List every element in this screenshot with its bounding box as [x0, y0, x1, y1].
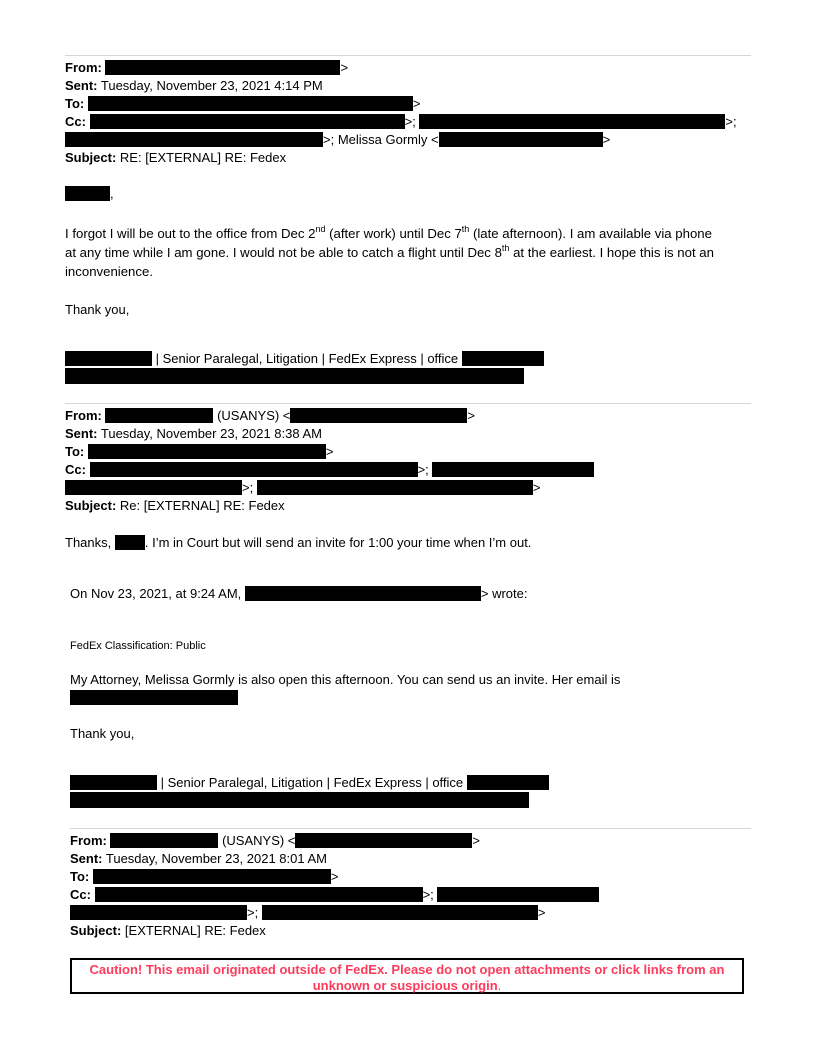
cc-separator: >; — [242, 480, 254, 495]
to-suffix: > — [325, 444, 334, 459]
body-text: at the earliest. I hope this is not an — [509, 245, 714, 260]
redaction — [295, 833, 472, 848]
quote-text: > wrote: — [480, 586, 528, 601]
subject-label: Subject: — [65, 498, 117, 513]
cc-line-2 — [65, 480, 540, 496]
subject-label: Subject: — [65, 150, 117, 165]
redaction — [65, 351, 152, 366]
subject-line — [70, 923, 266, 939]
from-line — [70, 833, 480, 849]
signature — [65, 351, 544, 367]
body-text: (after work) until Dec 7 — [325, 226, 462, 241]
to-label: To: — [65, 444, 85, 459]
subject-label: Subject: — [70, 923, 122, 938]
caution-text: unknown or suspicious origin — [312, 978, 498, 993]
signature-text: | Senior Paralegal, Litigation | FedEx Express | office — [152, 351, 462, 366]
reply-text: . I’m in Court but will send an invite for 1:00 your time when I’m out. — [144, 535, 532, 550]
cc-separator: >; — [404, 114, 416, 129]
caution-period: . — [497, 978, 502, 993]
to-line — [65, 444, 333, 460]
redaction — [70, 690, 238, 705]
sent-label: Sent: — [65, 426, 98, 441]
to-suffix: > — [412, 96, 421, 111]
quote-header — [70, 586, 528, 602]
sent-label: Sent: — [65, 78, 98, 93]
quoted-email-line — [70, 690, 238, 706]
superscript: th — [461, 224, 470, 234]
caution-line-1: Caution! This email originated outside of FedEx. Please do not open attachments or click links from an — [89, 962, 725, 977]
redaction — [290, 408, 467, 423]
signature-line-2 — [70, 792, 529, 808]
redaction — [90, 114, 405, 129]
redaction — [90, 462, 418, 477]
redaction — [462, 351, 544, 366]
from-suffix: > — [472, 833, 480, 848]
subject-line — [65, 498, 285, 514]
subject-line — [65, 150, 286, 166]
redaction — [65, 186, 110, 201]
redaction — [115, 535, 145, 550]
redaction — [245, 586, 481, 601]
cc-label: Cc: — [65, 114, 86, 129]
classification-label: FedEx Classification: Public — [70, 640, 206, 652]
redaction — [65, 132, 323, 147]
sent-line — [65, 78, 323, 94]
from-label: From: — [65, 60, 102, 75]
cc-line-2 — [65, 132, 610, 148]
sent-line — [65, 426, 322, 442]
redaction — [70, 792, 529, 808]
sent-value: Tuesday, November 23, 2021 8:01 AM — [102, 851, 328, 866]
quoted-body: My Attorney, Melissa Gormly is also open this afternoon. You can send us an invite. Her email is — [70, 672, 621, 687]
redaction — [419, 114, 725, 129]
to-label: To: — [65, 96, 85, 111]
cc-line-2 — [70, 905, 545, 921]
quote-text: On Nov 23, 2021, at 9:24 AM, — [70, 586, 245, 601]
redaction — [437, 887, 599, 902]
superscript: nd — [315, 224, 326, 234]
redaction — [93, 869, 331, 884]
separator-line — [65, 55, 751, 56]
cc-separator: >; — [247, 905, 259, 920]
reply-line — [65, 535, 531, 551]
cc-line — [70, 887, 599, 903]
cc-suffix: > — [537, 905, 546, 920]
body-text: at any time while I am gone. I would not be able to catch a flight until Dec 8 — [65, 245, 502, 260]
cc-separator: >; — [725, 114, 737, 129]
signature-line-2 — [65, 368, 524, 384]
cc-separator: >; — [422, 887, 434, 902]
from-suffix: > — [467, 408, 475, 423]
separator-line — [70, 828, 751, 829]
greeting — [65, 186, 114, 202]
body-line: inconvenience. — [65, 264, 153, 279]
redaction — [65, 368, 524, 384]
redaction — [262, 905, 538, 920]
body-line — [65, 243, 755, 262]
redaction — [110, 833, 218, 848]
message-body — [65, 224, 755, 281]
body-text: (late afternoon). I am available via phone — [469, 226, 712, 241]
body-line — [65, 224, 755, 243]
cc-line — [65, 462, 594, 478]
reply-text: Thanks, — [65, 535, 115, 550]
cc-separator: >; — [417, 462, 429, 477]
from-label: From: — [70, 833, 107, 848]
cc-line — [65, 114, 737, 130]
redaction — [70, 905, 247, 920]
caution-banner — [70, 958, 744, 994]
superscript: th — [501, 243, 510, 253]
sent-value: Tuesday, November 23, 2021 8:38 AM — [97, 426, 323, 441]
sent-value: Tuesday, November 23, 2021 4:14 PM — [97, 78, 323, 93]
greeting-comma: , — [110, 186, 114, 201]
redaction — [88, 96, 413, 111]
from-suffix: > — [340, 60, 349, 75]
sent-line — [70, 851, 327, 867]
redaction — [88, 444, 326, 459]
from-org: (USANYS) < — [218, 833, 296, 848]
to-suffix: > — [330, 869, 339, 884]
redaction — [70, 775, 157, 790]
to-label: To: — [70, 869, 90, 884]
caution-line-2 — [72, 978, 742, 994]
cc-suffix: > — [532, 480, 541, 495]
subject-value: [EXTERNAL] RE: Fedex — [121, 923, 266, 938]
body-text: I forgot I will be out to the office from Dec 2 — [65, 226, 316, 241]
redaction — [467, 775, 549, 790]
cc-label: Cc: — [70, 887, 91, 902]
cc-suffix: > — [602, 132, 611, 147]
closing: Thank you, — [65, 302, 130, 317]
redaction — [257, 480, 533, 495]
cc-recipient: >; Melissa Gormly < — [323, 132, 439, 147]
redaction — [65, 480, 242, 495]
redaction — [105, 60, 340, 75]
from-label: From: — [65, 408, 102, 423]
redaction — [432, 462, 594, 477]
redaction — [105, 408, 213, 423]
cc-label: Cc: — [65, 462, 86, 477]
to-line — [65, 96, 420, 112]
closing: Thank you, — [70, 726, 135, 741]
separator-line — [65, 403, 751, 404]
subject-value: Re: [EXTERNAL] RE: Fedex — [116, 498, 285, 513]
redaction — [439, 132, 603, 147]
from-org: (USANYS) < — [213, 408, 291, 423]
signature-text: | Senior Paralegal, Litigation | FedEx Express | office — [157, 775, 467, 790]
sent-label: Sent: — [70, 851, 103, 866]
redaction — [95, 887, 423, 902]
signature — [70, 775, 549, 791]
from-line — [65, 60, 348, 76]
to-line — [70, 869, 338, 885]
subject-value: RE: [EXTERNAL] RE: Fedex — [116, 150, 287, 165]
from-line — [65, 408, 475, 424]
